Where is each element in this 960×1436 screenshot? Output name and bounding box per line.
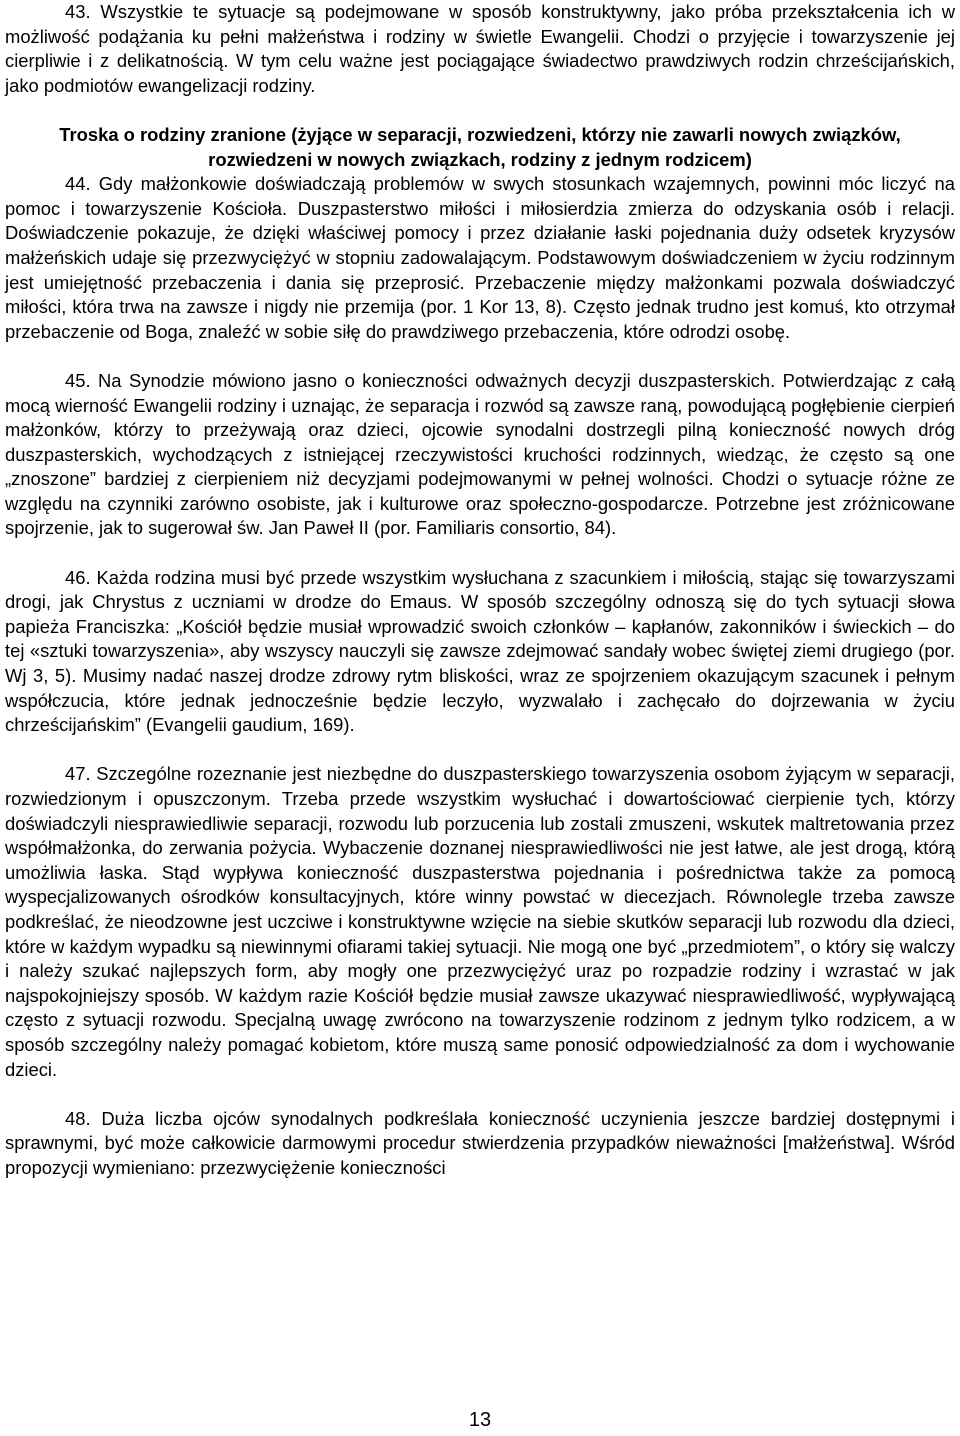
- paragraph-47: 47. Szczególne rozeznanie jest niezbędne do duszpasterskiego towarzyszenia osobom żyjącym w separacji, rozwiedzionym i opuszczonym. Trzeba przede wszystkim wysłuchać i dowartościować cierpienie tych, którzy doświadczyli niesprawiedliwie separacji, rozwodu lub porzucenia lub zostali zmuszeni, wskutek maltretowania przez współmałżonka, do zerwania pożycia. Wybaczenie doznanej niesprawiedliwości nie jest łatwe, ale jest drogą, którą umożliwia łaska. Stąd wypływa konieczność duszpasterstwa pojednania i pośrednictwa także za pomocą wyspecjalizowanych ośrodków konsultacyjnych, które winny powstać w diecezjach. Równolegle trzeba zawsze podkreślać, że nieodzowne jest uczciwe i konstruktywne wzięcie na siebie skutków separacji lub rozwodu dla dzieci, które w każdym wypadku są niewinnymi ofiarami takiej sytuacji. Nie mogą one być „przedmiotem”, o który się walczy i należy szukać najlepszych form, aby mogły one przezwyciężyć uraz po rozpadzie rodziny i wzrastać w jak najspokojniejszy sposób. W każdym razie Kościół będzie musiał zawsze ukazywać niesprawiedliwość, wypływającą często z sytuacji rozwodu. Specjalną uwagę zwrócono na towarzyszenie rodzinom z jednym tylko rodzicem, a w sposób szczególny należy pomagać kobietom, które muszą same ponosić odpowiedzialność za dom i wychowanie dzieci.: [5, 763, 955, 1080]
- paragraph-45: 45. Na Synodzie mówiono jasno o konieczności odważnych decyzji duszpasterskich. Potwierdzając z całą mocą wierność Ewangelii rodziny i uznając, że separacja i rozwód są zawsze raną, powodującą pogłębienie cierpień małżonków, którzy to przeżywają oraz dzieci, ojcowie synodalni dostrzegli pilną konieczność nowych dróg duszpasterskich, wychodzących z istniejącej rzeczywistości kruchości rodzinnych, wiedząc, że często są one „znoszone” bardziej z cierpieniem niż decyzjami podejmowanymi w pełnej wolności. Chodzi o sytuacje różne ze względu na czynniki zarówno osobiste, jak i kulturowe oraz społeczno-gospodarcze. Potrzebne jest zróżnicowane spojrzenie, jak to sugerował św. Jan Paweł II (por. Familiaris consortio, 84).: [5, 369, 955, 539]
- document-page: [5, 0, 955, 1181]
- paragraph-spacer: [5, 738, 955, 763]
- paragraph-spacer: [5, 1082, 955, 1107]
- paragraph-44: 44. Gdy małżonkowie doświadczają problemów w swych stosunkach wzajemnych, powinni móc liczyć na pomoc i towarzyszenie Kościoła. Duszpasterstwo miłości i miłosierdzia zmierza do odzyskania osób i relacji. Doświadczenie pokazuje, że dzięki właściwej pomocy i przez działanie łaski pojednania duży odsetek kryzysów małżeńskich udaje się przezwyciężyć w stopniu zadowalającym. Podstawowym doświadczeniem w życiu rodzinnym jest umiejętność przebaczenia i dania się przeprosić. Przebaczenie między małżonkami pozwala doświadczyć miłości, która trwa na zawsze i nigdy nie przemija (por. 1 Kor 13, 8). Często jednak trudno jest komuś, kto otrzymał przebaczenie od Boga, znaleźć w sobie siłę do prawdziwego przebaczenia, które odrodzi osobę.: [5, 173, 955, 342]
- paragraph-spacer: [5, 344, 955, 369]
- paragraph-43: 43. Wszystkie te sytuacje są podejmowane w sposób konstruktywny, jako próba przekształcenia ich w możliwość podążania ku pełni małżeństwa i rodziny w świetle Ewangelii. Chodzi o przyjęcie i towarzyszenie jej cierpliwie i z delikatnością. W tym celu ważne jest pociągające świadectwo prawdziwych rodzin chrześcijańskich, jako podmiotów ewangelizacji rodziny.: [5, 1, 955, 96]
- paragraph-46: 46. Każda rodzina musi być przede wszystkim wysłuchana z szacunkiem i miłością, stając się towarzyszami drogi, jak Chrystus z uczniami w drodze do Emaus. W sposób szczególny odnoszą się do tych sytuacji słowa papieża Franciszka: „Kościół będzie musiał wprowadzić swoich członków – kapłanów, zakonników i świeckich – do tej «sztuki towarzyszenia», aby wszyscy nauczyli się zawsze zdejmować sandały wobec świętej ziemi drugiego (por. Wj 3, 5). Musimy nadać naszej drodze zdrowy rytm bliskości, wraz ze spojrzeniem okazującym szacunek i pełnym współczucia, które jednak jednocześnie będzie leczyło, wyzwalało i zachęcało do dojrzewania w życiu chrześcijańskim” (Evangelii gaudium, 169).: [5, 566, 955, 736]
- section-heading: Troska o rodziny zranione (żyjące w separacji, rozwiedzeni, którzy nie zawarli nowych związków, rozwiedzeni w nowych związkach, rodziny z jednym rodzicem): [59, 123, 901, 170]
- paragraph-48: 48. Duża liczba ojców synodalnych podkreślała konieczność uczynienia jeszcze bardziej dostępnymi i sprawnymi, być może całkowicie darmowymi procedur stwierdzenia przypadków nieważności [małżeństwa]. Wśród propozycji wymieniano: przezwyciężenie konieczności: [5, 1107, 955, 1178]
- page-number: 13: [468, 1409, 492, 1431]
- paragraph-spacer: [5, 98, 955, 123]
- paragraph-spacer: [5, 541, 955, 566]
